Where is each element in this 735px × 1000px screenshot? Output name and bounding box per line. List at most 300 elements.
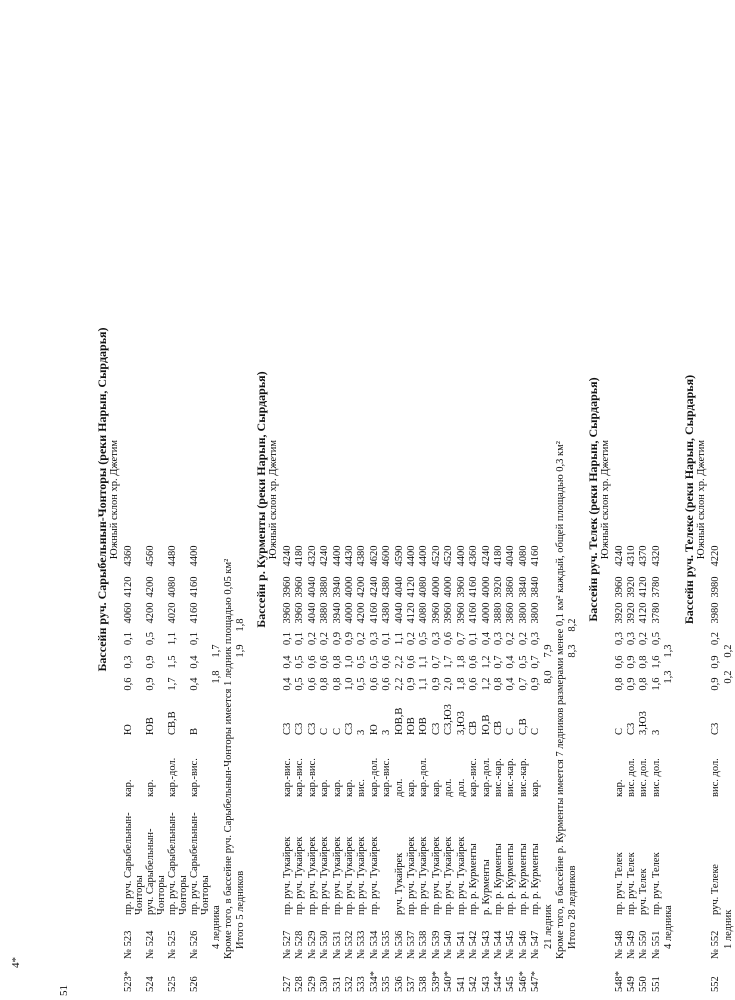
- table-row: [431, 7, 443, 992]
- table-row: [468, 7, 480, 992]
- spacer: [723, 690, 735, 700]
- row-number: 545: [505, 976, 517, 992]
- table-row: [332, 7, 344, 992]
- glacier-exposure: С: [505, 727, 517, 735]
- glacier-value: 3920: [625, 576, 637, 598]
- glacier-id: № 543: [480, 930, 492, 959]
- glacier-value: 4520: [443, 545, 455, 567]
- glacier-location: пр. руч. Тукайрек: [331, 836, 343, 915]
- glacier-value: 0,4: [282, 655, 293, 669]
- glacier-value: 4360: [468, 545, 480, 567]
- glacier-value: 0,5: [294, 677, 306, 691]
- glacier-value: 4160: [368, 602, 380, 624]
- row-number: 534*: [368, 971, 380, 992]
- glacier-id: № 540: [443, 930, 455, 959]
- glacier-value: 0,2: [710, 631, 722, 646]
- spacer: [235, 664, 247, 700]
- glacier-type: кар.: [530, 779, 542, 797]
- glacier-exposure: Ю: [368, 724, 380, 735]
- glacier-value: 0,1: [294, 631, 306, 646]
- basin-total: [567, 7, 579, 992]
- table-row: [638, 7, 650, 992]
- glacier-value: 4080: [167, 576, 178, 598]
- glacier-value: 4380: [381, 576, 393, 598]
- glacier-id: № 529: [306, 930, 318, 959]
- glacier-location: пр. руч. Телек: [613, 852, 625, 915]
- basin-section: [587, 7, 676, 992]
- glacier-id: № 537: [406, 930, 418, 959]
- glacier-value: 0,9: [145, 655, 156, 669]
- glacier-value: 0,1: [468, 631, 480, 646]
- row-number: 542: [468, 976, 480, 992]
- glacier-value: 4430: [344, 545, 356, 567]
- glacier-rows: [123, 7, 211, 992]
- glacier-value: 4560: [145, 545, 156, 567]
- glacier-value: 3960: [430, 602, 442, 624]
- glacier-exposure: СВ,В: [167, 711, 178, 735]
- row-number: 538: [418, 976, 430, 992]
- glacier-location: пр. руч. Тукайрек: [319, 836, 331, 915]
- total-value: 1,8: [235, 618, 246, 632]
- glacier-value: 0,6: [368, 677, 380, 691]
- glacier-type: дол.: [455, 778, 467, 797]
- glacier-location: пр. руч. Сарыбельнын- Чонторы: [189, 812, 211, 915]
- glacier-value: 4240: [282, 545, 293, 567]
- glacier-value: 0,6: [406, 655, 418, 669]
- table-row: [710, 7, 722, 992]
- glacier-location: пр. руч. Тукайрек: [282, 836, 293, 915]
- glacier-type: кар.-дол.: [418, 757, 430, 797]
- glacier-location: пр. руч. Сарыбельнын- Чонторы: [167, 812, 189, 915]
- glacier-exposure: 3: [381, 729, 393, 735]
- subtotal-value: 7,9: [542, 644, 554, 658]
- glacier-exposure: ЮВ: [406, 717, 418, 735]
- glacier-value: 0,5: [650, 631, 662, 646]
- glacier-value: 0,6: [306, 655, 318, 669]
- glacier-location: пр. руч. Тукайрек: [368, 836, 380, 915]
- glacier-location: пр. руч. Телек: [625, 852, 637, 915]
- row-number: 523*: [123, 971, 134, 992]
- glacier-location: пр. р. Курменты: [517, 843, 529, 915]
- glacier-id: № 533: [356, 930, 368, 959]
- glacier-value: 3940: [331, 602, 343, 624]
- spacer: [543, 690, 555, 700]
- glacier-value: 0,4: [505, 655, 517, 669]
- glacier-value: 0,6: [306, 677, 318, 691]
- glacier-value: 0,4: [282, 677, 293, 691]
- glacier-type: вис. дол.: [638, 758, 650, 797]
- glacier-value: 0,2: [306, 631, 318, 646]
- glacier-id: № 546: [517, 930, 529, 959]
- table-row: [319, 7, 331, 992]
- glacier-value: 3800: [517, 602, 529, 624]
- glacier-value: 0,3: [123, 655, 134, 669]
- glacier-exposure: СВ: [468, 720, 480, 735]
- glacier-value: 3960: [294, 576, 306, 598]
- row-number: 551: [650, 976, 662, 992]
- glacier-value: 4370: [638, 545, 650, 567]
- row-number: 549: [625, 976, 637, 992]
- glacier-value: 4520: [430, 545, 442, 567]
- table-row: [189, 7, 211, 992]
- glacier-value: 3980: [710, 602, 722, 624]
- glacier-exposure: ЮВ,В: [393, 707, 405, 735]
- glacier-value: 0,6: [468, 655, 480, 669]
- glacier-type: дол.: [393, 778, 405, 797]
- glacier-value: 4200: [145, 602, 156, 624]
- row-number: 531: [331, 976, 343, 992]
- glacier-value: 0,2: [638, 631, 650, 646]
- glacier-value: 3980: [710, 576, 722, 598]
- table-row: [381, 7, 393, 992]
- glacier-value: 2,2: [393, 677, 405, 691]
- basin-title: Бассейн р. Курменты (реки Нарын, Сырдарья): [254, 371, 268, 628]
- glacier-value: 1,5: [167, 655, 178, 669]
- glacier-value: 1,1: [167, 631, 178, 646]
- glacier-rows: [710, 7, 722, 992]
- glacier-id: № 539: [430, 930, 442, 959]
- glacier-value: 4400: [418, 545, 430, 567]
- basin-subtitle: Южный склон хр. Джетим: [109, 439, 120, 560]
- glacier-value: 3840: [530, 576, 542, 598]
- glacier-location: пр. р. Курменты: [492, 843, 504, 915]
- glacier-value: 4360: [123, 545, 134, 567]
- basin-note: Кроме того, в бассейне р. Курменты имеется 7 ледников размерами менее 0,1 км² каждый, общей площадью 0,3 км²: [554, 441, 566, 959]
- subtotal-label: 4 ледника: [211, 905, 222, 949]
- glacier-value: 0,4: [189, 677, 200, 691]
- subtotal-value: 1,3: [663, 644, 675, 658]
- glacier-value: 0,2: [319, 631, 331, 646]
- glacier-value: 4310: [625, 545, 637, 567]
- glacier-value: 3920: [613, 602, 625, 624]
- glacier-value: 4040: [306, 602, 318, 624]
- glacier-location: пр. руч. Тукайрек: [344, 836, 356, 915]
- basin-subtotal: [663, 7, 675, 992]
- glacier-location: пр. руч. Сарыбельнын- Чонторы: [123, 812, 145, 915]
- glacier-value: 0,5: [517, 655, 529, 669]
- glacier-value: 0,6: [443, 631, 455, 646]
- glacier-value: 4000: [344, 602, 356, 624]
- table-row: [651, 7, 663, 992]
- total-value: 8,2: [566, 618, 578, 632]
- glacier-value: 0,2: [517, 631, 529, 646]
- glacier-value: 4040: [505, 545, 517, 567]
- glacier-value: 1,6: [650, 677, 662, 691]
- glacier-value: 0,9: [406, 677, 418, 691]
- glacier-value: 4000: [430, 576, 442, 598]
- glacier-value: 4040: [393, 576, 405, 598]
- glacier-value: 3960: [613, 576, 625, 598]
- glacier-location: пр. руч. Тукайрек: [418, 836, 430, 915]
- glacier-value: 4320: [650, 545, 662, 567]
- glacier-exposure: С3,Ю3: [443, 704, 455, 735]
- subtotal-value: 0,2: [722, 644, 734, 658]
- glacier-value: 0,5: [368, 655, 380, 669]
- glacier-id: № 525: [167, 930, 178, 959]
- glacier-type: вис. дол.: [710, 758, 722, 797]
- basin-subtotal: [543, 7, 555, 992]
- glacier-value: 4120: [123, 576, 134, 598]
- glacier-exposure: С3: [306, 722, 318, 735]
- glacier-type: кар.-вис.: [306, 758, 318, 797]
- row-number: 548*: [613, 971, 625, 992]
- glacier-value: 0,4: [505, 677, 517, 691]
- glacier-location: пр. руч. Тукайрек: [455, 836, 467, 915]
- glacier-location: р. Курменты: [480, 859, 492, 915]
- glacier-value: 3960: [455, 576, 467, 598]
- basin-note: Кроме того, в бассейне руч. Сарыбельнын-Чонторы имеется 1 ледник площадью 0,05 км²: [223, 558, 234, 959]
- glacier-value: 4160: [468, 576, 480, 598]
- glacier-value: 4160: [189, 576, 200, 598]
- table-row: [307, 7, 319, 992]
- glacier-id: № 528: [294, 930, 306, 959]
- glacier-exposure: С3: [294, 722, 306, 735]
- glacier-id: № 530: [319, 930, 331, 959]
- glacier-value: 3780: [650, 602, 662, 624]
- total-value: 8,3: [566, 644, 578, 658]
- glacier-value: 0,1: [381, 631, 393, 646]
- row-number: 527: [282, 976, 293, 992]
- glacier-location: пр. руч. Тукайрек: [406, 836, 418, 915]
- glacier-value: 1,7: [443, 655, 455, 669]
- glacier-value: 0,4: [189, 655, 200, 669]
- glacier-value: 0,7: [455, 631, 467, 646]
- glacier-value: 0,6: [381, 655, 393, 669]
- glacier-value: 0,9: [625, 677, 637, 691]
- glacier-value: 0,6: [468, 677, 480, 691]
- glacier-id: № 524: [145, 930, 156, 959]
- glacier-location: руч. Тукайрек: [393, 852, 405, 915]
- glacier-value: 4120: [638, 602, 650, 624]
- glacier-type: кар.-дол.: [167, 757, 178, 797]
- glacier-value: 3940: [331, 576, 343, 598]
- table-row: [530, 7, 542, 992]
- glacier-value: 0,8: [492, 677, 504, 691]
- glacier-value: 1,8: [455, 655, 467, 669]
- glacier-value: 1,6: [650, 655, 662, 669]
- glacier-value: 4000: [480, 576, 492, 598]
- glacier-value: 0,8: [331, 655, 343, 669]
- glacier-catalog: [88, 7, 735, 992]
- glacier-location: руч. Телеке: [710, 864, 722, 915]
- glacier-type: кар.: [406, 779, 418, 797]
- subtotal-value: 8,0: [542, 670, 554, 684]
- glacier-type: кар.-вис.: [468, 758, 480, 797]
- glacier-value: 4400: [406, 545, 418, 567]
- row-number: 537: [406, 976, 418, 992]
- row-number: 526: [189, 976, 200, 992]
- subtotal-value: 0,2: [722, 670, 734, 684]
- glacier-value: 0,5: [418, 631, 430, 646]
- basin-total: [235, 7, 247, 992]
- glacier-id: № 544: [492, 930, 504, 959]
- glacier-type: кар.: [430, 779, 442, 797]
- subtotal-value: 1,8: [211, 670, 222, 684]
- glacier-type: вис.: [356, 779, 368, 797]
- glacier-value: 0,6: [613, 655, 625, 669]
- glacier-type: кар.-вис.: [381, 758, 393, 797]
- glacier-type: кар.: [145, 779, 156, 797]
- glacier-value: 4400: [189, 545, 200, 567]
- glacier-value: 1,1: [418, 677, 430, 691]
- glacier-location: пр. р. Курменты: [468, 843, 480, 915]
- glacier-value: 4020: [167, 602, 178, 624]
- glacier-id: № 547: [530, 930, 542, 959]
- glacier-exposure: С3: [710, 722, 722, 735]
- glacier-id: № 527: [282, 930, 293, 959]
- glacier-type: вис.-кар.: [517, 758, 529, 797]
- glacier-exposure: В: [189, 727, 200, 735]
- glacier-exposure: С: [530, 727, 542, 735]
- glacier-value: 3960: [294, 602, 306, 624]
- glacier-value: 3800: [530, 602, 542, 624]
- glacier-value: 1,2: [480, 677, 492, 691]
- glacier-value: 0,8: [638, 677, 650, 691]
- glacier-type: кар.: [319, 779, 331, 797]
- table-row: [356, 7, 368, 992]
- row-number: 529: [306, 976, 318, 992]
- table-row: [282, 7, 294, 992]
- row-number: 541: [455, 976, 467, 992]
- table-row: [167, 7, 189, 992]
- glacier-exposure: С: [319, 727, 331, 735]
- row-number: 546*: [517, 971, 529, 992]
- glacier-location: пр. руч. Тукайрек: [443, 836, 455, 915]
- glacier-value: 0,1: [282, 631, 293, 646]
- glacier-id: № 531: [331, 930, 343, 959]
- glacier-value: 3960: [455, 602, 467, 624]
- glacier-value: 4240: [480, 545, 492, 567]
- row-number: 544*: [492, 971, 504, 992]
- glacier-value: 0,8: [331, 677, 343, 691]
- glacier-id: № 542: [468, 930, 480, 959]
- basin-section: [96, 7, 247, 992]
- glacier-value: 4240: [368, 576, 380, 598]
- glacier-type: дол.: [443, 778, 455, 797]
- glacier-value: 4080: [418, 576, 430, 598]
- spacer: [567, 664, 579, 700]
- glacier-value: 0,3: [613, 631, 625, 646]
- basin-subtotal: [723, 7, 735, 992]
- glacier-rows: [282, 7, 543, 992]
- table-row: [369, 7, 381, 992]
- glacier-value: 4400: [455, 545, 467, 567]
- basin-subtitle: Южный склон хр. Джетим: [268, 439, 279, 560]
- glacier-location: пр. руч. Тукайрек: [294, 836, 306, 915]
- glacier-exposure: 3: [356, 729, 368, 735]
- glacier-type: кар.: [123, 779, 134, 797]
- table-row: [123, 7, 145, 992]
- row-number: 530: [319, 976, 331, 992]
- glacier-value: 3860: [505, 602, 517, 624]
- glacier-type: кар.-вис.: [189, 758, 200, 797]
- spacer: [663, 690, 675, 700]
- glacier-type: кар.-вис.: [282, 758, 293, 797]
- basin-section: [255, 7, 579, 992]
- glacier-value: 4240: [319, 545, 331, 567]
- glacier-value: 1,0: [344, 677, 356, 691]
- glacier-value: 4120: [406, 602, 418, 624]
- table-row: [481, 7, 493, 992]
- glacier-id: № 534: [368, 930, 380, 959]
- glacier-type: кар.-вис.: [294, 758, 306, 797]
- glacier-value: 3780: [650, 576, 662, 598]
- glacier-exposure: С3: [344, 722, 356, 735]
- table-row: [493, 7, 505, 992]
- row-number: 532: [344, 976, 356, 992]
- glacier-exposure: С: [331, 727, 343, 735]
- row-number: 536: [393, 976, 405, 992]
- glacier-value: 0,9: [710, 677, 722, 691]
- glacier-value: 4160: [468, 602, 480, 624]
- glacier-value: 3920: [492, 576, 504, 598]
- glacier-type: вис. дол.: [625, 758, 637, 797]
- glacier-exposure: С3: [430, 722, 442, 735]
- glacier-value: 3880: [319, 576, 331, 598]
- glacier-exposure: С,В: [517, 718, 529, 735]
- glacier-value: 0,2: [406, 631, 418, 646]
- glacier-exposure: СВ: [492, 720, 504, 735]
- glacier-location: пр. р. Курменты: [530, 843, 542, 915]
- total-label: Итого 28 ледников: [566, 865, 578, 949]
- row-number: 525: [167, 976, 178, 992]
- glacier-value: 4380: [356, 545, 368, 567]
- glacier-value: 0,3: [430, 631, 442, 646]
- glacier-value: 4200: [356, 576, 368, 598]
- glacier-type: кар.-дол.: [480, 757, 492, 797]
- spacer: [211, 690, 223, 700]
- basin-subtitle: Южный склон хр. Джетим: [599, 439, 611, 560]
- glacier-id: № 535: [381, 930, 393, 959]
- glacier-value: 0,7: [430, 655, 442, 669]
- glacier-value: 4220: [710, 545, 722, 567]
- glacier-value: 4120: [406, 576, 418, 598]
- glacier-value: 1,2: [480, 655, 492, 669]
- glacier-value: 0,6: [381, 677, 393, 691]
- glacier-id: № 550: [638, 930, 650, 959]
- glacier-value: 0,9: [625, 655, 637, 669]
- glacier-value: 0,6: [123, 677, 134, 691]
- glacier-id: № 545: [505, 930, 517, 959]
- glacier-value: 3960: [443, 602, 455, 624]
- glacier-value: 0,9: [344, 631, 356, 646]
- glacier-value: 0,9: [430, 677, 442, 691]
- glacier-location: [381, 797, 393, 915]
- glacier-value: 4620: [368, 545, 380, 567]
- glacier-value: 4480: [167, 545, 178, 567]
- glacier-value: 0,7: [492, 655, 504, 669]
- subtotal-label: 4 ледника: [663, 905, 675, 949]
- glacier-value: 0,1: [189, 631, 200, 646]
- glacier-value: 4060: [123, 602, 134, 624]
- total-label: Итого 5 ледников: [235, 870, 246, 949]
- glacier-value: 0,5: [145, 631, 156, 646]
- glacier-value: 4200: [145, 576, 156, 598]
- glacier-value: 4400: [331, 545, 343, 567]
- glacier-value: 4320: [306, 545, 318, 567]
- row-number: 547*: [530, 971, 542, 992]
- table-row: [294, 7, 306, 992]
- table-row: [518, 7, 530, 992]
- table-row: [626, 7, 638, 992]
- glacier-value: 0,3: [492, 631, 504, 646]
- glacier-value: 4180: [294, 545, 306, 567]
- glacier-value: 1,1: [418, 655, 430, 669]
- glacier-value: 0,5: [294, 655, 306, 669]
- glacier-value: 3960: [282, 602, 293, 624]
- glacier-value: 0,2: [505, 631, 517, 646]
- glacier-id: № 536: [393, 930, 405, 959]
